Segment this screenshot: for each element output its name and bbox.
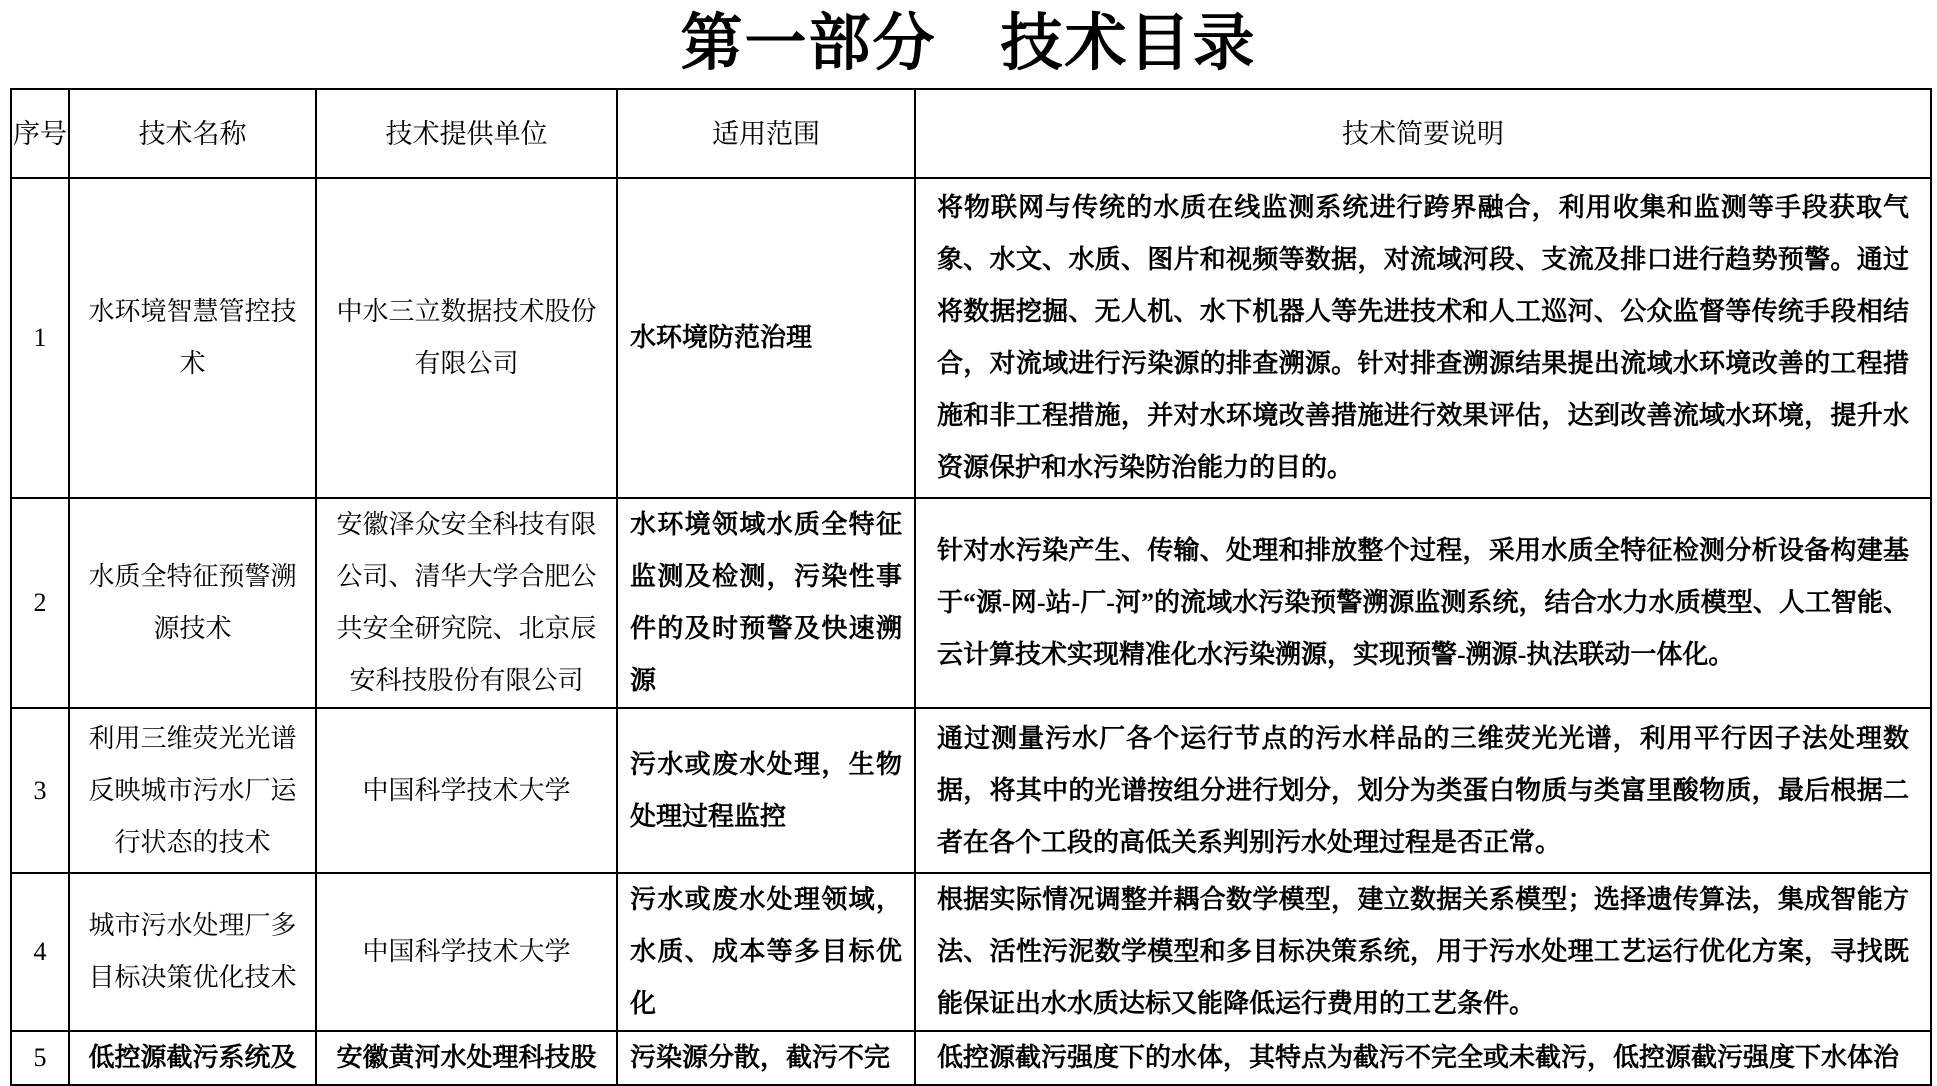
header-scope: 适用范围 — [617, 89, 915, 178]
header-tech-name: 技术名称 — [69, 89, 316, 178]
serial-cell: 4 — [11, 873, 69, 1031]
table-row — [11, 178, 1931, 498]
serial-cell: 3 — [11, 708, 69, 873]
tech-name-cell: 水环境智慧管控技术 — [69, 178, 316, 498]
table-row — [11, 498, 1931, 708]
scope-cell: 水环境领域水质全特征监测及检测，污染性事件的及时预警及快速溯源 — [617, 498, 915, 708]
header-provider: 技术提供单位 — [316, 89, 617, 178]
serial-cell: 2 — [11, 498, 69, 708]
page-title: 第一部分 技术目录 — [680, 10, 1257, 78]
tech-name-cell: 城市污水处理厂多目标决策优化技术 — [69, 873, 316, 1031]
header-description: 技术简要说明 — [915, 89, 1931, 178]
tech-name-cell: 水质全特征预警溯源技术 — [69, 498, 316, 708]
description-cell: 针对水污染产生、传输、处理和排放整个过程，采用水质全特征检测分析设备构建基于“源-网-站-厂-河”的流域水污染预警溯源监测系统，结合水力水质模型、人工智能、云计算技术实现精准化水污染溯源，实现预警-溯源-执法联动一体化。 — [915, 498, 1931, 708]
description-cell: 通过测量污水厂各个运行节点的污水样品的三维荧光光谱，利用平行因子法处理数据，将其中的光谱按组分进行划分，划分为类蛋白物质与类富里酸物质，最后根据二者在各个工段的高低关系判别污水处理过程是否正常。 — [915, 708, 1931, 873]
description-cell: 将物联网与传统的水质在线监测系统进行跨界融合，利用收集和监测等手段获取气象、水文、水质、图片和视频等数据，对流域河段、支流及排口进行趋势预警。通过将数据挖掘、无人机、水下机器人等先进技术和人工巡河、公众监督等传统手段相结合，对流域进行污染源的排查溯源。针对排查溯源结果提出流域水环境改善的工程措施和非工程措施，并对水环境改善措施进行效果评估，达到改善流域水环境，提升水资源保护和水污染防治能力的目的。 — [915, 178, 1931, 498]
table-row — [11, 708, 1931, 873]
header-serial: 序号 — [11, 89, 69, 178]
tech-name-cell: 利用三维荧光光谱反映城市污水厂运行状态的技术 — [69, 708, 316, 873]
table-row-partial — [11, 1031, 1931, 1085]
provider-cell: 中水三立数据技术股份有限公司 — [316, 178, 617, 498]
tech-name-cell: 低控源截污系统及 — [69, 1031, 316, 1085]
provider-cell: 安徽泽众安全科技有限公司、清华大学合肥公共安全研究院、北京辰安科技股份有限公司 — [316, 498, 617, 708]
scope-cell: 水环境防范治理 — [617, 178, 915, 498]
scope-cell: 污水或废水处理，生物处理过程监控 — [617, 708, 915, 873]
table-row — [11, 873, 1931, 1031]
serial-cell: 5 — [11, 1031, 69, 1085]
description-cell: 根据实际情况调整并耦合数学模型，建立数据关系模型；选择遗传算法，集成智能方法、活性污泥数学模型和多目标决策系统，用于污水处理工艺运行优化方案，寻找既能保证出水水质达标又能降低运行费用的工艺条件。 — [915, 873, 1931, 1031]
provider-cell: 中国科学技术大学 — [316, 708, 617, 873]
provider-cell: 中国科学技术大学 — [316, 873, 617, 1031]
description-cell: 低控源截污强度下的水体，其特点为截污不完全或未截污，低控源截污强度下水体治 — [915, 1031, 1931, 1085]
provider-cell: 安徽黄河水处理科技股 — [316, 1031, 617, 1085]
technology-catalog-table — [10, 88, 1932, 1086]
scope-cell: 污染源分散，截污不完 — [617, 1031, 915, 1085]
scope-cell: 污水或废水处理领域，水质、成本等多目标优化 — [617, 873, 915, 1031]
table-header-row — [11, 89, 1931, 178]
serial-cell: 1 — [11, 178, 69, 498]
